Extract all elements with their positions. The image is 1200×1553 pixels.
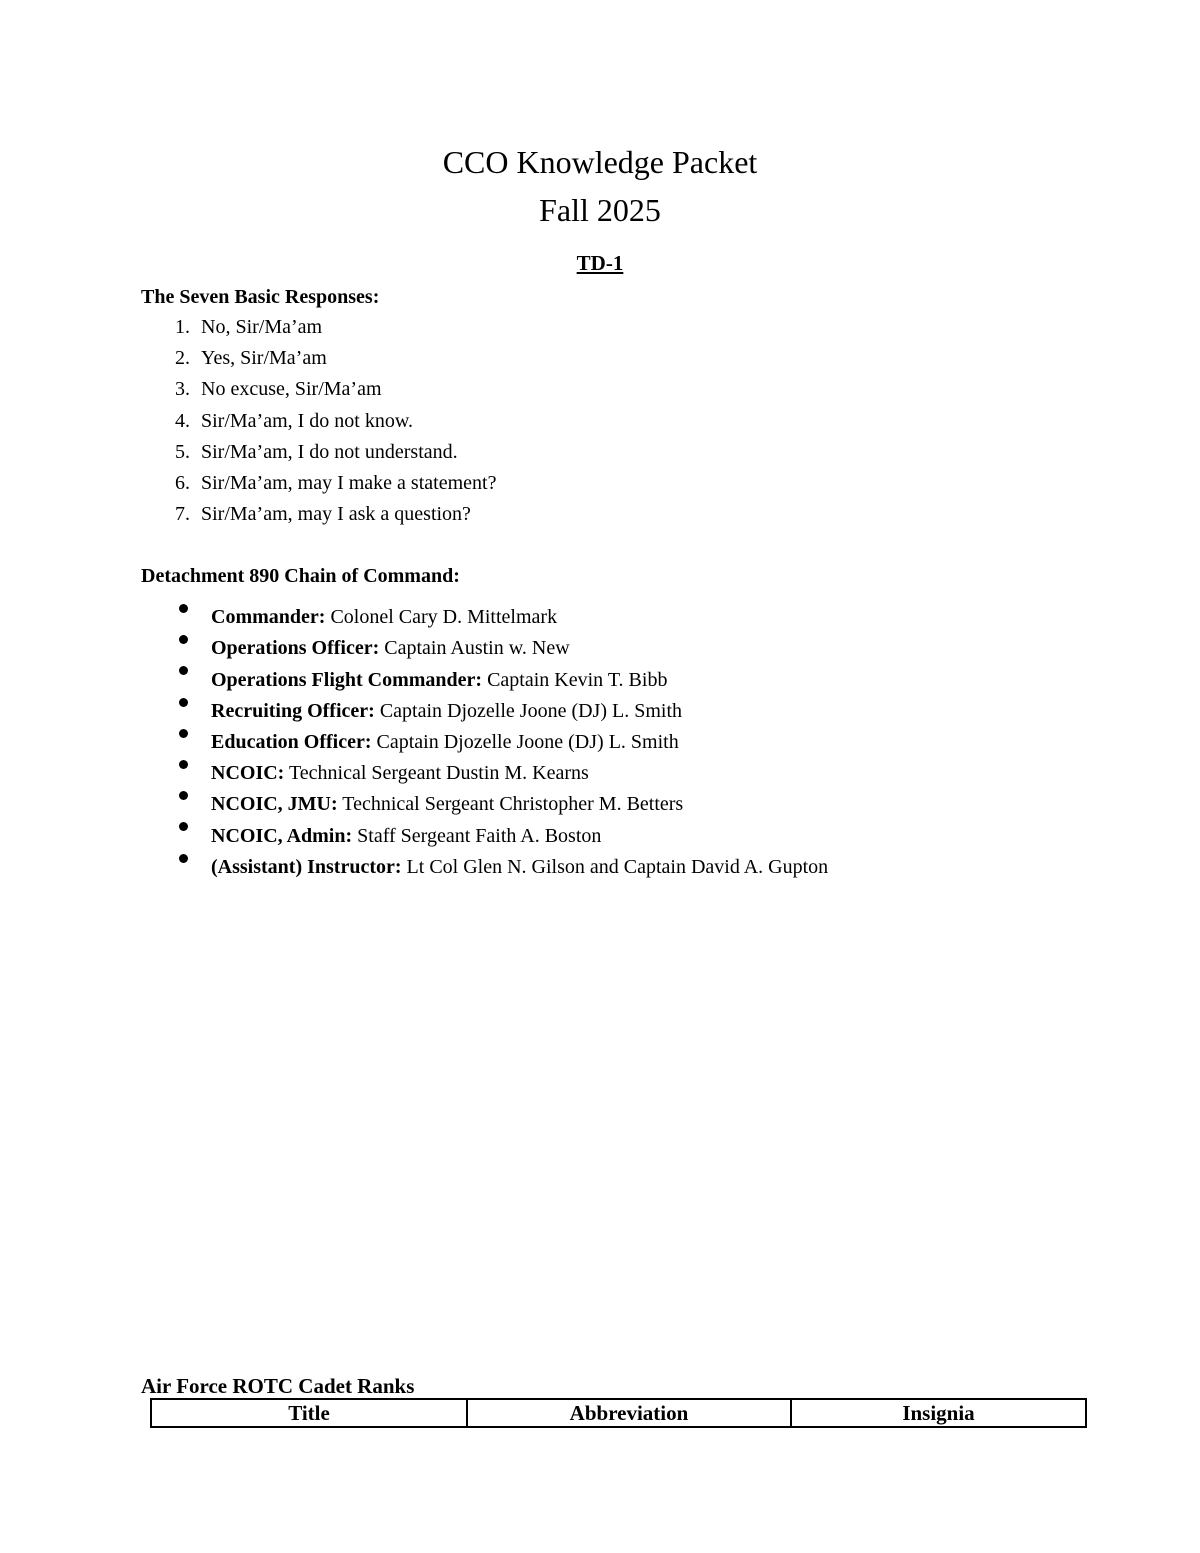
bullet-icon (141, 717, 211, 748)
person-name: Technical Sergeant Dustin M. Kearns (284, 762, 589, 785)
list-text: Yes, Sir/Ma’am (201, 347, 327, 370)
column-header-abbreviation: Abbreviation (467, 1399, 791, 1427)
basic-responses-heading: The Seven Basic Responses: (141, 286, 380, 308)
column-header-title: Title (151, 1399, 467, 1427)
chain-of-command-list (141, 592, 829, 878)
list-text: No, Sir/Ma’am (201, 316, 323, 338)
bullet-icon (141, 686, 211, 717)
person-name: Technical Sergeant Christopher M. Betters (337, 793, 684, 816)
bullet-icon (141, 592, 211, 623)
list-number: 6. (175, 471, 190, 494)
person-name: Lt Col Glen N. Gilson and Captain David A. Gupton (401, 855, 829, 878)
list-text: No excuse, Sir/Ma’am (201, 378, 382, 401)
person-name: Captain Austin w. New (379, 637, 570, 660)
list-number: 3. (175, 378, 190, 401)
list-item (141, 374, 496, 405)
bullet-icon (141, 623, 211, 654)
role-label: NCOIC, JMU: (211, 793, 338, 816)
role-label: Operations Officer: (211, 637, 380, 660)
role-label: Operations Flight Commander: (211, 668, 483, 691)
person-name: Captain Kevin T. Bibb (482, 668, 668, 691)
section-heading-td1: TD-1 (576, 251, 624, 275)
list-item (141, 312, 496, 343)
list-number: 5. (175, 440, 190, 463)
bullet-icon (141, 810, 211, 841)
list-item (141, 437, 496, 468)
document-subtitle: Fall 2025 (539, 192, 661, 228)
document-title: CCO Knowledge Packet (442, 144, 758, 180)
bullet-icon (141, 779, 211, 810)
list-text: Sir/Ma’am, may I ask a question? (201, 503, 471, 526)
list-item (141, 592, 828, 629)
person-name: Captain Djozelle Joone (DJ) L. Smith (371, 730, 679, 753)
list-item (141, 406, 496, 437)
list-number: 7. (175, 503, 190, 526)
list-text: Sir/Ma’am, I do not know. (201, 409, 414, 432)
table-header-row (151, 1399, 1086, 1427)
role-label: Commander: (211, 606, 326, 629)
person-name: Captain Djozelle Joone (DJ) L. Smith (374, 699, 682, 722)
role-label: NCOIC, Admin: (211, 824, 353, 847)
cadet-ranks-heading: Air Force ROTC Cadet Ranks (141, 1374, 415, 1398)
basic-responses-list (141, 312, 496, 530)
list-number: 1. (175, 316, 190, 338)
list-item (141, 499, 496, 530)
person-name: Staff Sergeant Faith A. Boston (352, 824, 602, 847)
bullet-icon (141, 748, 211, 779)
role-label: NCOIC: (211, 762, 285, 785)
list-text: Sir/Ma’am, may I make a statement? (201, 471, 497, 494)
title-block (0, 138, 1200, 234)
bullet-icon (141, 654, 211, 685)
role-label: Recruiting Officer: (211, 699, 375, 722)
column-header-insignia: Insignia (791, 1399, 1086, 1427)
cadet-ranks-table (150, 1398, 1087, 1428)
chain-of-command-heading: Detachment 890 Chain of Command: (141, 565, 460, 587)
role-label: Education Officer: (211, 730, 372, 753)
list-number: 2. (175, 347, 190, 370)
person-name: Colonel Cary D. Mittelmark (325, 606, 558, 629)
list-number: 4. (175, 409, 190, 432)
list-item (141, 468, 496, 499)
role-label: (Assistant) Instructor: (211, 855, 402, 878)
list-text: Sir/Ma’am, I do not understand. (201, 440, 458, 463)
bullet-icon (141, 842, 211, 873)
list-item (141, 343, 496, 374)
